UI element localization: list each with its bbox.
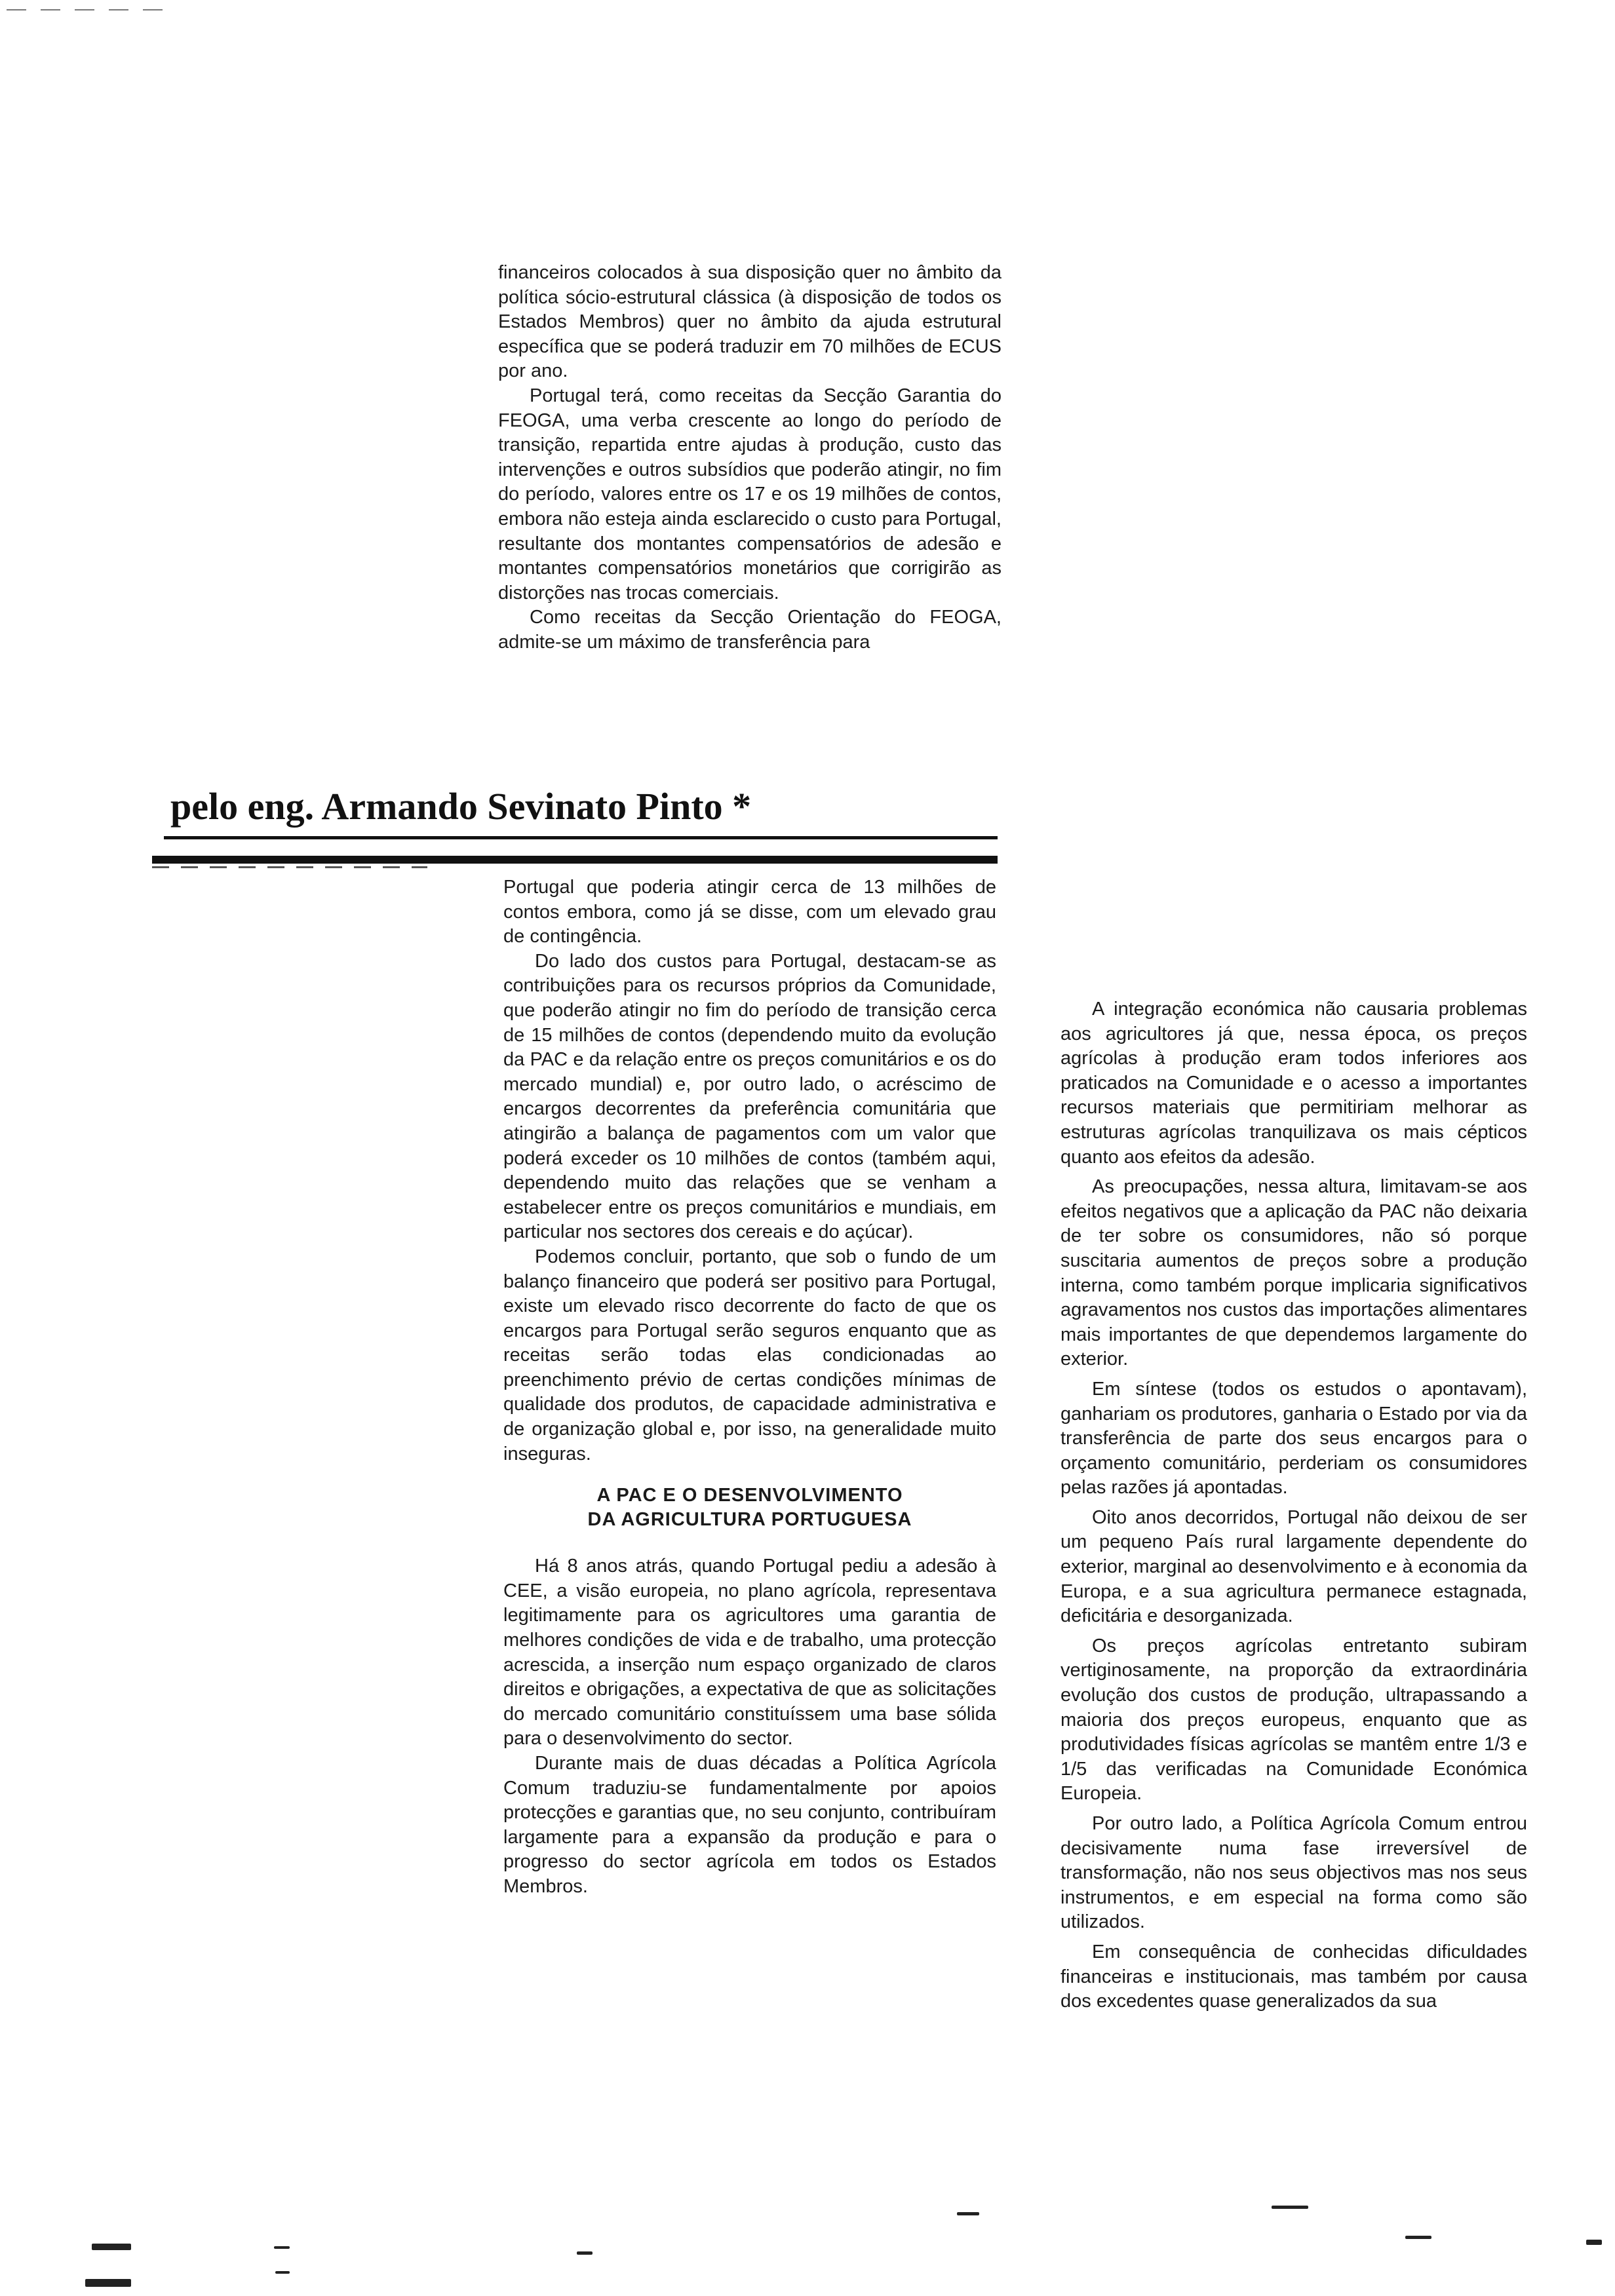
right-paragraph-1: A integração económica não causaria problemas aos agricultores já que, nessa época, os preços agrícolas à produção eram todos inferiores aos praticados na Comunidade e o acesso a importantes recursos materiais que permitiriam melhorar as estruturas agrícolas tranquilizava os mais cépticos quanto aos efeitos da adesão. xyxy=(1060,999,1527,1168)
middle-paragraph-1: Portugal que poderia atingir cerca de 13 milhões de contos embora, como já se disse, com um elevado grau de contingência. xyxy=(503,877,996,947)
middle-paragraph-5: Durante mais de duas décadas a Política Agrícola Comum traduziu-se fundamentalmente por apoios protecções e garantias que, no seu conjunto, contribuíram largamente para a expansão da produção e para o progresso do sector agrícola em todos os Estados Membros. xyxy=(503,1753,996,1897)
right-paragraph-4: Oito anos decorridos, Portugal não deixou de ser um pequeno País rural largamente dependente do exterior, marginal ao desenvolvimento e à economia da Europa, e a sua agricultura permanece estagnada, deficitária e desorganizada. xyxy=(1060,1506,1527,1627)
middle-paragraph-4: Há 8 anos atrás, quando Portugal pediu a adesão à CEE, a visão europeia, no plano agrícola, representava legitimamente para os agricultores uma garantia de melhores condições de vida e de trabalho, uma protecção acrescida, a inserção num espaço organizado de claros direitos e obrigações, a expectativa de que as solicitações do mercado comunitário constituíssem uma base sólida para o desenvolvimento do sector. xyxy=(503,1556,996,1750)
byline: pelo eng. Armando Sevinato Pinto * xyxy=(170,785,752,828)
subheading-line-1: A PAC E O DESENVOLVIMENTO xyxy=(596,1485,903,1506)
top-paragraph-1: financeiros colocados à sua disposição quer no âmbito da política sócio-estrutural clássica (à disposição de todos os Estados Membros) quer no âmbito da ajuda estrutural específica que se poderá traduzir em 70 milhões de ECUS por ano. xyxy=(498,262,1002,382)
subheading-line-2: DA AGRICULTURA PORTUGUESA xyxy=(587,1509,912,1531)
scan-speck xyxy=(274,2246,290,2249)
top-paragraph-3: Como receitas da Secção Orientação do FEOGA, admite-se um máximo de transferência para xyxy=(498,607,1002,653)
top-column xyxy=(498,261,1002,655)
scan-speck xyxy=(85,2279,131,2287)
scan-speck xyxy=(577,2251,593,2255)
right-paragraph-6: Por outro lado, a Política Agrícola Comum entrou decisivamente numa fase irreversível de transformação, não nos seus objectivos mas nos seus instrumentos, e em especial na forma como são utilizados. xyxy=(1060,1813,1527,1933)
byline-rule-dashed xyxy=(152,866,427,868)
middle-column xyxy=(503,875,996,1900)
middle-paragraph-3: Podemos concluir, portanto, que sob o fundo de um balanço financeiro que poderá ser positivo para Portugal, existe um elevado risco decorrente do facto de que os encargos para Portugal serão seguros enquanto que as receitas serão todas elas condicionadas ao preenchimento prévio de certas condições mínimas de qualidade dos produtos, de capacidade administrativa e de organização global e, por isso, na generalidade muito inseguras. xyxy=(503,1246,996,1464)
section-subheading xyxy=(503,1483,996,1532)
right-paragraph-3: Em síntese (todos os estudos o apontavam), ganhariam os produtores, ganharia o Estado por via da transferência de parte dos seus encargos para o orçamento comunitário, perderiam os consumidores pelas razões já apontadas. xyxy=(1060,1378,1527,1499)
scan-speck xyxy=(92,2244,131,2250)
right-paragraph-7: Em consequência de conhecidas dificuldades financeiras e institucionais, mas também por causa dos excedentes quase generalizados da sua xyxy=(1060,1941,1527,2012)
byline-rule-thick xyxy=(152,856,998,864)
middle-paragraph-2: Do lado dos custos para Portugal, destacam-se as contribuições para os recursos próprios da Comunidade, que poderão atingir no fim do período de transição cerca de 15 milhões de contos (dependendo muito da evolução da PAC e da relação entre os preços comunitários e os do mercado mundial) e, por outro lado, o acréscimo de encargos decorrentes da preferência comunitária que atingirão a balança de pagamentos com um valor que poderá exceder os 10 milhões de contos (também aqui, dependendo muito das relações que se venham a estabelecer entre os preços comunitários e mundiais, em particular nos sectores dos cereais e do açúcar). xyxy=(503,950,996,1243)
scan-speck xyxy=(1272,2206,1308,2209)
scan-speck xyxy=(1586,2240,1602,2245)
right-paragraph-5: Os preços agrícolas entretanto subiram vertiginosamente, na proporção da extraordinária evolução dos custos de produção, ultrapassando a maioria dos preços europeus, enquanto que as produtividades físicas agrícolas se mantêm entre 1/3 e 1/5 das verificadas na Comunidade Económica Europeia. xyxy=(1060,1635,1527,1805)
scan-speck xyxy=(275,2271,290,2274)
byline-rule-thin xyxy=(164,836,998,839)
right-column xyxy=(1060,997,1527,2014)
scan-speck xyxy=(1405,2236,1431,2239)
scan-speck xyxy=(957,2212,979,2215)
right-paragraph-2: As preocupações, nessa altura, limitavam-se aos efeitos negativos que a aplicação da PAC não deixaria de ter sobre os consumidores, não só porque suscitaria aumentos de preços sobre a produção interna, como também porque implicaria significativos agravamentos nos custos das importações alimentares mais importantes de que dependemos largamente do exterior. xyxy=(1060,1176,1527,1370)
top-paragraph-2: Portugal terá, como receitas da Secção Garantia do FEOGA, uma verba crescente ao longo do período de transição, repartida entre ajudas à produção, custo das intervenções e outros subsídios que poderão atingir, no fim do período, valores entre os 17 e os 19 milhões de contos, embora não esteja ainda esclarecido o custo para Portugal, resultante dos montantes compensatórios de adesão e montantes compensatórios monetários que corrigirão as distorções nas trocas comerciais. xyxy=(498,385,1002,603)
scan-mark-top-left xyxy=(7,9,170,10)
